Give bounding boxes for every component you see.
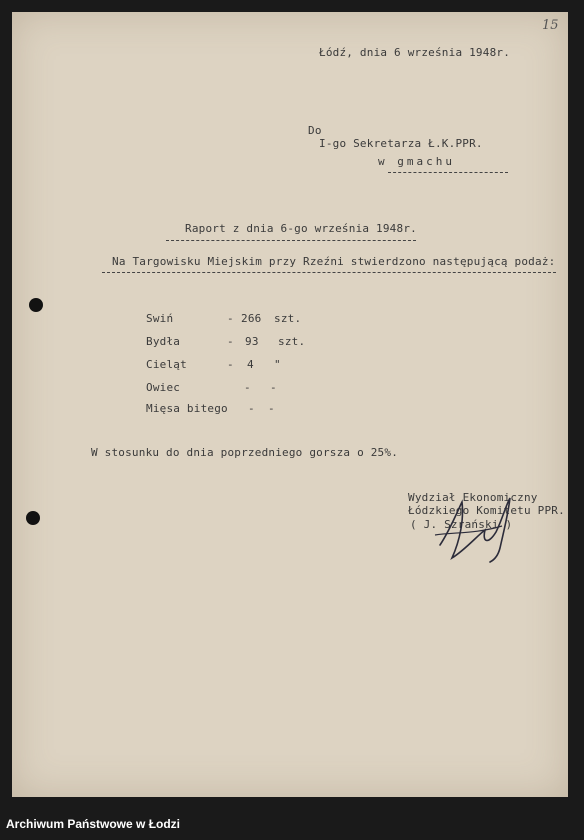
addressee-to: Do <box>308 124 322 137</box>
page-number: 15 <box>542 18 559 33</box>
summary-text: W stosunku do dnia poprzedniego gorsza o 25%. <box>91 446 399 459</box>
handwritten-signature <box>430 490 530 570</box>
item-unit: " <box>274 358 281 371</box>
item-name: Cieląt <box>146 358 187 371</box>
item-dash: - <box>248 402 255 415</box>
item-name: Mięsa bitego <box>146 402 228 415</box>
item-name: Owiec <box>146 381 181 394</box>
punch-hole-bottom <box>26 511 40 525</box>
item-name: Bydła <box>146 335 181 348</box>
signature-line3: ( J. Szrański ) <box>410 518 513 531</box>
addressee-line1: I-go Sekretarza Ł.K.PPR. <box>319 137 483 150</box>
item-dash: - <box>244 381 251 394</box>
item-qty: - <box>270 381 277 394</box>
signature-line2: Łódzkiego Komitetu PPR. <box>408 504 565 517</box>
item-dash: - <box>227 312 234 325</box>
item-dash: - <box>227 335 234 348</box>
signature-line1: Wydział Ekonomiczny <box>408 491 538 504</box>
item-dash: - <box>227 358 234 371</box>
item-qty: 266 <box>241 312 262 325</box>
intro-text: Na Targowisku Miejskim przy Rzeźni stwierdzono następującą podaż: <box>112 255 556 268</box>
item-unit: szt. <box>278 335 306 348</box>
date-line: Łódź, dnia 6 września 1948r. <box>319 46 511 59</box>
document-page <box>12 12 568 797</box>
addressee-line2: w gmachu <box>378 155 455 168</box>
item-name: Swiń <box>146 312 174 325</box>
intro-underline <box>102 272 556 273</box>
addressee-underline <box>388 172 508 173</box>
title-underline <box>166 240 416 241</box>
item-qty: - <box>268 402 275 415</box>
item-unit: szt. <box>274 312 302 325</box>
archive-footer <box>0 810 584 840</box>
punch-hole-top <box>29 298 43 312</box>
report-title: Raport z dnia 6-go września 1948r. <box>185 222 417 235</box>
archive-name: Archiwum Państwowe w Łodzi <box>6 817 181 831</box>
item-qty: 93 <box>245 335 259 348</box>
item-qty: 4 <box>247 358 254 371</box>
